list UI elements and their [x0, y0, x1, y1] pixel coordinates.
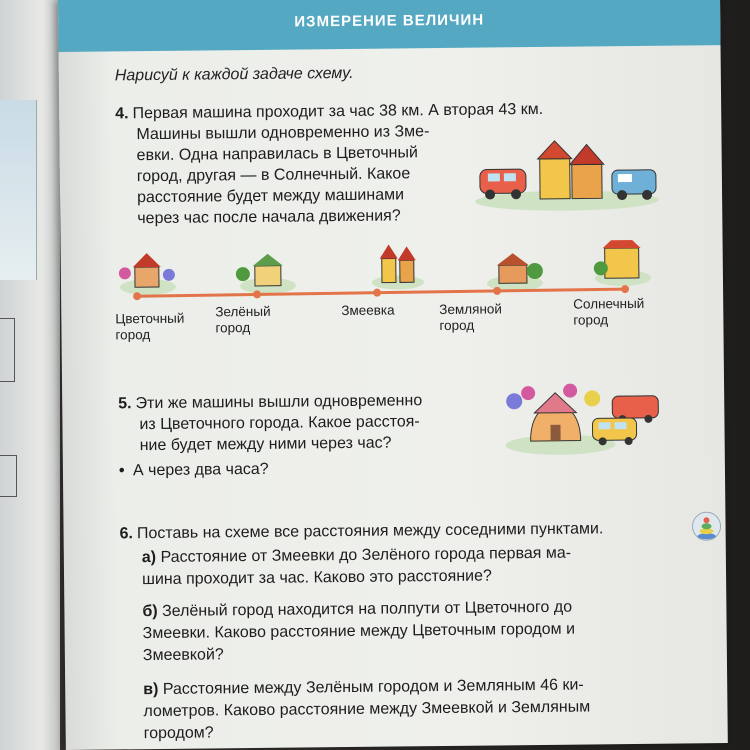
pyramid-toy-icon — [691, 509, 721, 543]
scheme-point-green — [253, 290, 261, 298]
town-label-green: Зелёный город — [215, 303, 271, 336]
scheme-point-zmeevka — [373, 289, 381, 297]
task-line: из Цветочного города. Какое расстоя- — [139, 413, 420, 434]
task-number: 4. — [115, 105, 129, 123]
task-6a — [142, 541, 702, 591]
page-header — [58, 0, 721, 52]
task-line: лометров. Каково расстояние между Змеевкой и Земляным — [143, 698, 591, 721]
zmeevka-town-icon — [372, 244, 424, 290]
task-line: Эти же машины вышли одновременно — [135, 392, 423, 413]
town-label-zmeevka: Змеевка — [341, 302, 395, 319]
task-line: город, другая — в Солнечный. Какое — [136, 165, 411, 186]
subtask-label: б) — [142, 602, 158, 621]
sunny-town-icon — [593, 240, 651, 287]
left-page-illustration — [0, 100, 37, 280]
task-6b — [142, 595, 703, 667]
scheme-point-earth — [493, 287, 501, 295]
bullet: • — [118, 462, 125, 480]
subtask-label: а) — [141, 549, 157, 567]
left-page-box — [0, 455, 17, 497]
task-line: Змеевки. Каково расстояние между Цветочным городом и — [142, 620, 576, 643]
task-line: ние будет между ними через час? — [139, 434, 392, 455]
task-6c — [143, 673, 714, 745]
town-label-flower: Цветочный город — [115, 310, 185, 343]
task-line: Первая машина проходит за час 38 км. А вторая 43 км. — [132, 100, 544, 123]
task-number: 6. — [119, 525, 134, 543]
header-title: ИЗМЕРЕНИЕ ВЕЛИЧИН — [294, 11, 485, 31]
instruction-text: Нарисуй к каждой задаче схему. — [114, 64, 354, 85]
task-line: А через два часа? — [132, 460, 269, 480]
left-page-edge — [0, 0, 60, 750]
task-6 — [119, 518, 679, 545]
left-page-box — [0, 318, 15, 382]
task-line: Змеевкой? — [142, 646, 224, 665]
task-title: Поставь на схеме все расстояния между соседними пунктами. — [136, 520, 604, 543]
task-line: Машины вышли одновременно из Зме- — [136, 123, 430, 144]
scheme-point-sunny — [621, 285, 629, 293]
textbook-page — [58, 0, 728, 750]
flower-town-cars-illustration — [500, 378, 671, 460]
task-number: 5. — [118, 395, 132, 413]
task-line: Расстояние между Зелёным городом и Земляным 46 ки- — [162, 676, 584, 698]
task-line: евки. Одна направилась в Цветочный — [136, 144, 418, 165]
task-line: городом? — [143, 724, 214, 743]
task-line: шина проходит за час. Каково это расстояние? — [141, 567, 492, 589]
task-line: Зелёный город находится на полпути от Цветочного до — [161, 598, 573, 620]
task-line: Расстояние от Змеевки до Зелёного города первая ма- — [160, 544, 572, 566]
task-line: через час после начала движения? — [137, 207, 401, 228]
subtask-label: в) — [143, 680, 159, 699]
town-label-sunny: Солнечный город — [573, 295, 645, 328]
task-5 — [118, 389, 539, 481]
town-label-earth: Земляной город — [439, 301, 502, 334]
scheme-point-flower — [133, 292, 141, 300]
task-line: расстояние будет между машинами — [136, 186, 405, 207]
town-cars-illustration — [471, 134, 662, 216]
